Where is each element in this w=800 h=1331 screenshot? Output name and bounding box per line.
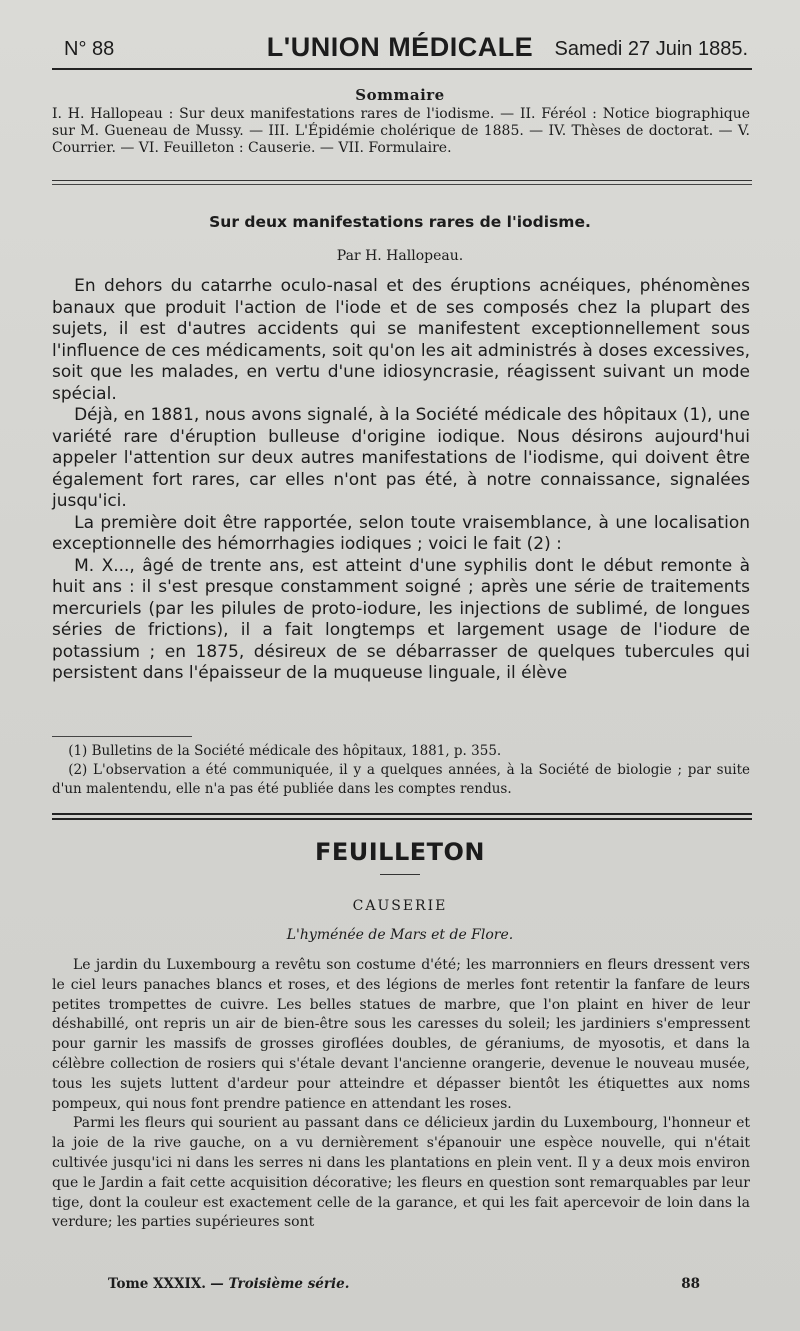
feuilleton-paragraph: Parmi les fleurs qui sourient au passant dans ce délicieux jardin du Luxembourg, l'honneur et la joie de la rive gauche, on a vu dernièrement s'épanouir une espèce nouvelle, qui n'était cultivée jusqu'ici ni dans les serres ni dans les plantations en plein vent. Il y a deux mois environ que le Jardin a fait cette acquisition décorative; les fleurs en question sont remarquables par leur tige, dont la couleur est exactement celle de la garance, et qui les fait apercevoir de loin dans la verdure; les parties supérieures sont (52, 1115, 750, 1231)
footnote: (2) L'observation a été communiquée, il y a quelques années, à la Société de biologie ; par suite d'un malentendu, elle n'a pas été publiée dans les comptes rendus. (52, 762, 750, 797)
issue-number: N° 88 (64, 38, 115, 60)
feuilleton-rule-bottom (52, 818, 752, 820)
feuilleton-paragraph: Le jardin du Luxembourg a revêtu son costume d'été; les marronniers en fleurs dressent vers le ciel leurs panaches blancs et roses, et des légions de merles font retentir la fanfare de leurs petites trompettes de cuivre. Les belles statues de marbre, que l'on plaint en hiver de leur déshabillé, ont repris un air de bien-être sous les caresses du soleil; les jardiniers s'empressent pour garnir les massifs de grosses giroflées doubles, de géraniums, de myosotis, et dans la célèbre collection de rosiers qui s'étale devant l'ancienne orangerie, devenue le nouveau musée, tous les sujets luttent d'ardeur pour atteindre et dépasser bientôt les étiquettes aux noms pompeux, qui nous font prendre patience en attendant les roses. (52, 957, 750, 1112)
footnotes (52, 742, 750, 799)
article-byline: Par H. Hallopeau. (336, 248, 464, 264)
footer-tome: Tome XXXIX. (108, 1276, 206, 1292)
masthead-rule (52, 68, 752, 70)
sommaire-heading: Sommaire (355, 86, 445, 104)
masthead (52, 32, 748, 66)
section-rule-secondary (52, 184, 752, 185)
footer-series: — Troisième série. (210, 1276, 350, 1292)
feuilleton-underline (380, 874, 420, 875)
journal-title: L'UNION MÉDICALE (266, 32, 534, 62)
sommaire-text: I. H. Hallopeau : Sur deux manifestations rares de l'iodisme. — II. Féréol : Notice biographique sur M. Gueneau de Mussy. — III. L'Épidémie cholérique de 1885. — IV. Thèses de doctorat. — V. Courrier. — VI. Feuilleton : Causerie. — VII. Formulaire. (52, 106, 750, 156)
section-rule (52, 180, 752, 181)
footer-volume (108, 1276, 349, 1292)
article-paragraph: La première doit être rapportée, selon toute vraisemblance, à une localisation exceptionnelle des hémorrhagies iodiques ; voici le fait (2) : (52, 512, 750, 554)
issue-date: Samedi 27 Juin 1885. (554, 38, 748, 60)
feuilleton-body (52, 956, 750, 1233)
article-title: Sur deux manifestations rares de l'iodisme. (209, 213, 591, 231)
footnote-rule (52, 736, 192, 737)
feuilleton-subtitle: L'hyménée de Mars et de Flore. (286, 927, 514, 943)
feuilleton-section: CAUSERIE (352, 898, 448, 914)
article-paragraph: Déjà, en 1881, nous avons signalé, à la Société médicale des hôpitaux (1), une variété rare d'éruption bulleuse d'origine iodique. Nous désirons aujourd'hui appeler l'attention sur deux autres manifestations de l'iodisme, qui doivent être également fort rares, car elles n'ont pas été, à notre connaissance, signalées jusqu'ici. (52, 405, 750, 511)
article-body (52, 276, 750, 685)
article-paragraph: En dehors du catarrhe oculo-nasal et des éruptions acnéiques, phénomènes banaux que produit l'action de l'iode et de ses composés chez la plupart des sujets, il est d'autres accidents qui se manifestent exceptionnellement sous l'influence de ces médicaments, soit qu'on les ait administrés à doses excessives, soit que les malades, en vertu d'une idiosyncrasie, réagissent suivant un mode spécial. (52, 276, 750, 404)
feuilleton-heading: FEUILLETON (314, 838, 486, 866)
footnote: (1) Bulletins de la Société médicale des hôpitaux, 1881, p. 355. (68, 743, 502, 759)
article-paragraph: M. X..., âgé de trente ans, est atteint d'une syphilis dont le début remonte à huit ans : il s'est presque constamment soigné ; après une série de traitements mercuriels (par les pilules de proto-iodure, les injections de sublimé, de longues séries de frictions), il a fait longtemps et largement usage de l'iodure de potassium ; en 1875, désireux de se débarrasser de quelques tubercules qui persistent dans l'épaisseur de la muqueuse linguale, il élève (52, 555, 750, 683)
page-number: 88 (681, 1276, 700, 1292)
feuilleton-rule-top (52, 813, 752, 815)
